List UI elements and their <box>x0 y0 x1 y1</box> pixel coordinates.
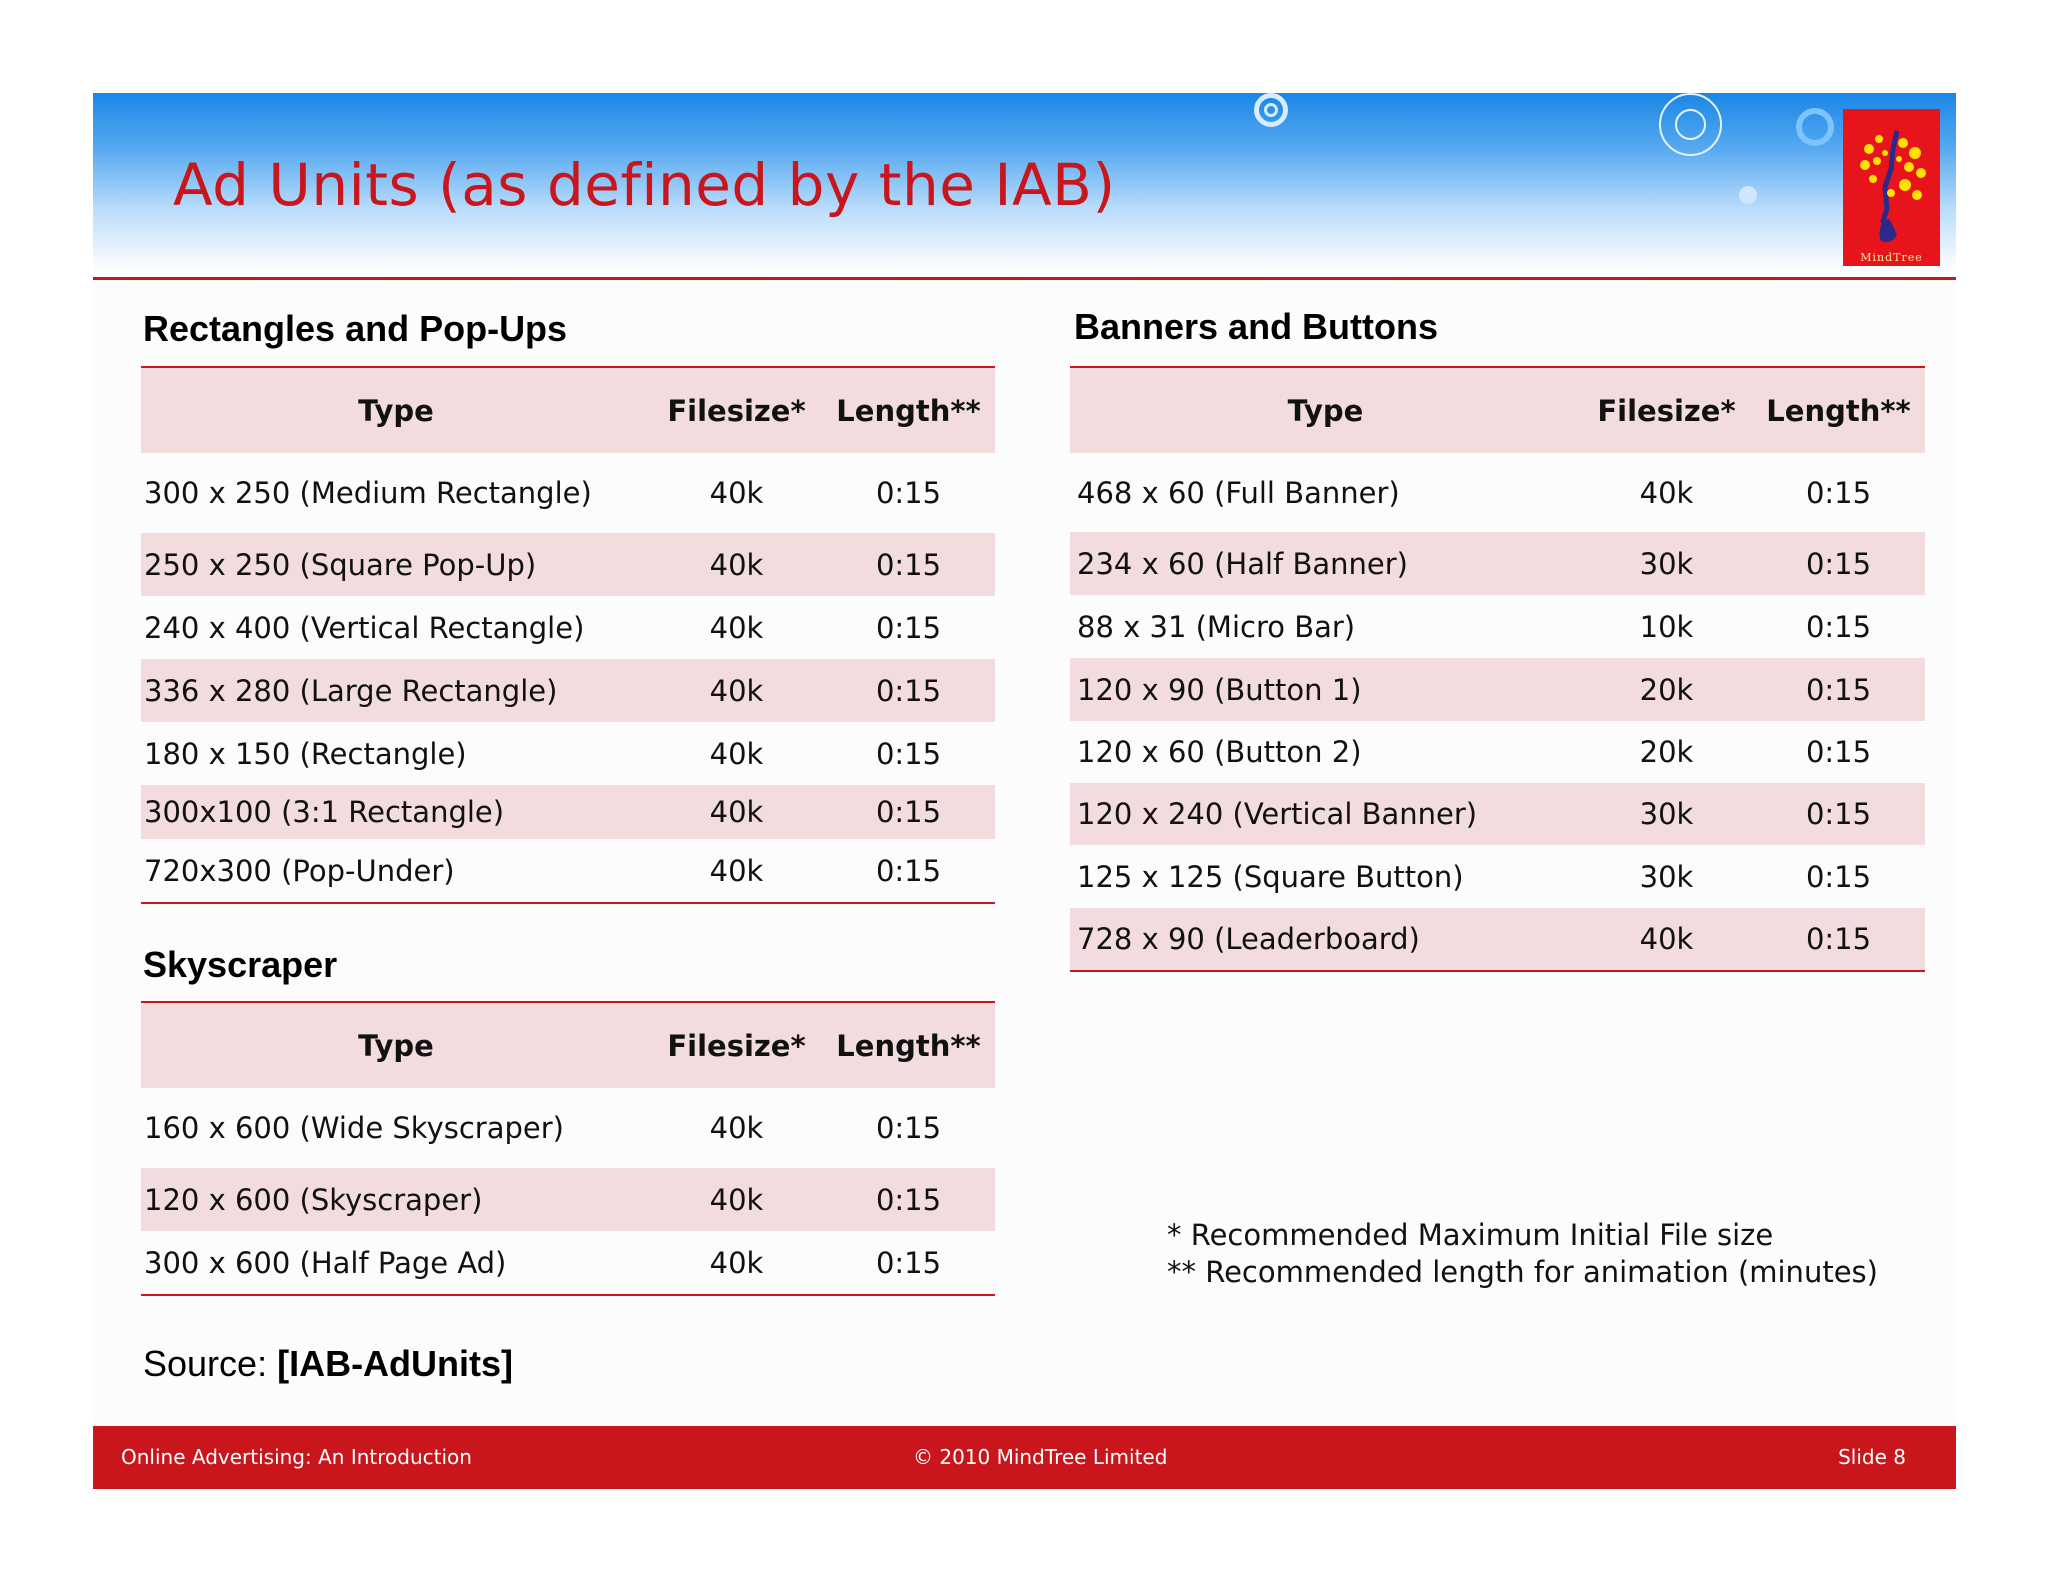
length-cell: 0:15 <box>1752 908 1925 971</box>
table-row <box>1070 845 1925 908</box>
column-header: Filesize* <box>651 1002 822 1088</box>
filesize-cell: 20k <box>1639 735 1694 769</box>
filesize-cell: 40k <box>709 736 764 771</box>
type-cell: 300 x 250 (Medium Rectangle) <box>144 476 592 510</box>
filesize-cell: 30k <box>1581 783 1752 845</box>
banners-title: Banners and Buttons <box>1074 306 1439 347</box>
header-divider <box>93 277 1956 280</box>
column-header: Length** <box>1752 367 1925 453</box>
type-cell: 250 x 250 (Square Pop-Up) <box>141 533 651 596</box>
filesize-cell: 40k <box>651 785 822 839</box>
skyscraper-table <box>141 1001 995 1296</box>
table-row <box>141 1231 995 1295</box>
table-row <box>141 785 995 839</box>
type-cell: 120 x 240 (Vertical Banner) <box>1070 783 1581 845</box>
type-cell: 160 x 600 (Wide Skyscraper) <box>144 1111 564 1145</box>
filesize-cell: 40k <box>651 839 822 903</box>
column-header: Filesize* <box>1581 367 1752 453</box>
table-row <box>141 533 995 596</box>
table-row <box>1070 908 1925 971</box>
type-cell: 88 x 31 (Micro Bar) <box>1077 609 1356 644</box>
mindtree-logo <box>1843 109 1940 266</box>
length-cell: 0:15 <box>822 1168 995 1231</box>
length-cell: 0:15 <box>1752 783 1925 845</box>
table-row <box>1070 453 1925 532</box>
column-header: Filesize* <box>651 367 822 453</box>
type-cell: 234 x 60 (Half Banner) <box>1070 532 1581 595</box>
column-header: Length** <box>822 367 995 453</box>
length-cell: 0:15 <box>1805 475 1872 510</box>
length-cell: 0:15 <box>822 1231 995 1295</box>
length-cell: 0:15 <box>822 659 995 722</box>
table-row <box>1070 595 1925 658</box>
length-cell: 0:15 <box>822 533 995 596</box>
type-cell: 728 x 90 (Leaderboard) <box>1070 908 1581 971</box>
filesize-cell: 10k <box>1639 609 1694 644</box>
table-row <box>1070 721 1925 783</box>
length-cell: 0:15 <box>875 736 942 771</box>
length-cell: 0:15 <box>875 1111 942 1145</box>
column-header: Type <box>1070 367 1581 453</box>
footer-course-title: Online Advertising: An Introduction <box>121 1445 472 1469</box>
slide-footer <box>93 1426 1956 1489</box>
type-cell: 336 x 280 (Large Rectangle) <box>141 659 651 722</box>
filesize-cell: 40k <box>651 533 822 596</box>
table-row <box>141 839 995 903</box>
filesize-footnote: * Recommended Maximum Initial File size <box>1167 1218 1774 1252</box>
filesize-cell: 40k <box>709 1111 764 1145</box>
slide <box>93 93 1956 1490</box>
table-row <box>141 453 995 533</box>
length-cell: 0:15 <box>822 839 995 903</box>
table-header-row <box>141 1002 995 1088</box>
decorative-circle-icon <box>1675 109 1706 140</box>
table-header-row <box>1070 367 1925 453</box>
rectangles-table <box>141 366 995 904</box>
column-header: Type <box>141 1002 651 1088</box>
type-cell: 468 x 60 (Full Banner) <box>1077 475 1400 510</box>
slide-title: Ad Units (as defined by the IAB) <box>173 151 1116 219</box>
length-cell: 0:15 <box>1752 658 1925 721</box>
column-header: Type <box>141 367 651 453</box>
table-row <box>141 659 995 722</box>
length-cell: 0:15 <box>875 476 942 510</box>
filesize-cell: 40k <box>651 1168 822 1231</box>
filesize-cell: 30k <box>1639 859 1694 894</box>
table-row <box>141 722 995 785</box>
length-cell: 0:15 <box>1752 532 1925 595</box>
filesize-cell: 40k <box>651 659 822 722</box>
filesize-cell: 40k <box>651 1231 822 1295</box>
filesize-cell: 40k <box>1639 475 1694 510</box>
tree-icon <box>1843 109 1940 266</box>
filesize-cell: 40k <box>709 476 764 510</box>
type-cell: 300 x 600 (Half Page Ad) <box>141 1231 651 1295</box>
decorative-circle-icon <box>1739 186 1757 204</box>
length-cell: 0:15 <box>822 785 995 839</box>
footer-slide-number: Slide 8 <box>1838 1445 1906 1469</box>
type-cell: 180 x 150 (Rectangle) <box>144 736 467 771</box>
table-row <box>141 596 995 659</box>
table-row <box>1070 783 1925 845</box>
table-row <box>1070 532 1925 595</box>
length-cell: 0:15 <box>1805 735 1872 769</box>
source-reference: [IAB-AdUnits] <box>277 1343 514 1384</box>
decorative-circle-icon <box>1264 103 1278 117</box>
source-line <box>143 1343 513 1385</box>
table-header-row <box>141 367 995 453</box>
source-label: Source: <box>143 1343 278 1384</box>
type-cell: 120 x 600 (Skyscraper) <box>141 1168 651 1231</box>
type-cell: 125 x 125 (Square Button) <box>1077 859 1464 894</box>
table-row <box>141 1168 995 1231</box>
length-cell: 0:15 <box>1805 859 1872 894</box>
decorative-circle-icon <box>1796 108 1834 146</box>
type-cell: 720x300 (Pop-Under) <box>141 839 651 903</box>
filesize-cell: 20k <box>1581 658 1752 721</box>
footer-copyright: © 2010 MindTree Limited <box>913 1445 1168 1469</box>
banners-table <box>1070 366 1925 972</box>
type-cell: 300x100 (3:1 Rectangle) <box>141 785 651 839</box>
length-footnote: ** Recommended length for animation (minutes) <box>1167 1255 1878 1289</box>
type-cell: 240 x 400 (Vertical Rectangle) <box>144 610 585 645</box>
table-row <box>1070 658 1925 721</box>
rectangles-title: Rectangles and Pop-Ups <box>143 308 568 349</box>
filesize-cell: 40k <box>709 610 764 645</box>
type-cell: 120 x 60 (Button 2) <box>1077 735 1362 769</box>
slide-header <box>93 93 1956 277</box>
skyscraper-title: Skyscraper <box>143 944 338 985</box>
length-cell: 0:15 <box>875 610 942 645</box>
filesize-cell: 30k <box>1581 532 1752 595</box>
column-header: Length** <box>822 1002 995 1088</box>
logo-text: MindTree <box>1860 251 1923 264</box>
filesize-cell: 40k <box>1581 908 1752 971</box>
length-cell: 0:15 <box>1805 609 1872 644</box>
type-cell: 120 x 90 (Button 1) <box>1070 658 1581 721</box>
table-row <box>141 1088 995 1168</box>
